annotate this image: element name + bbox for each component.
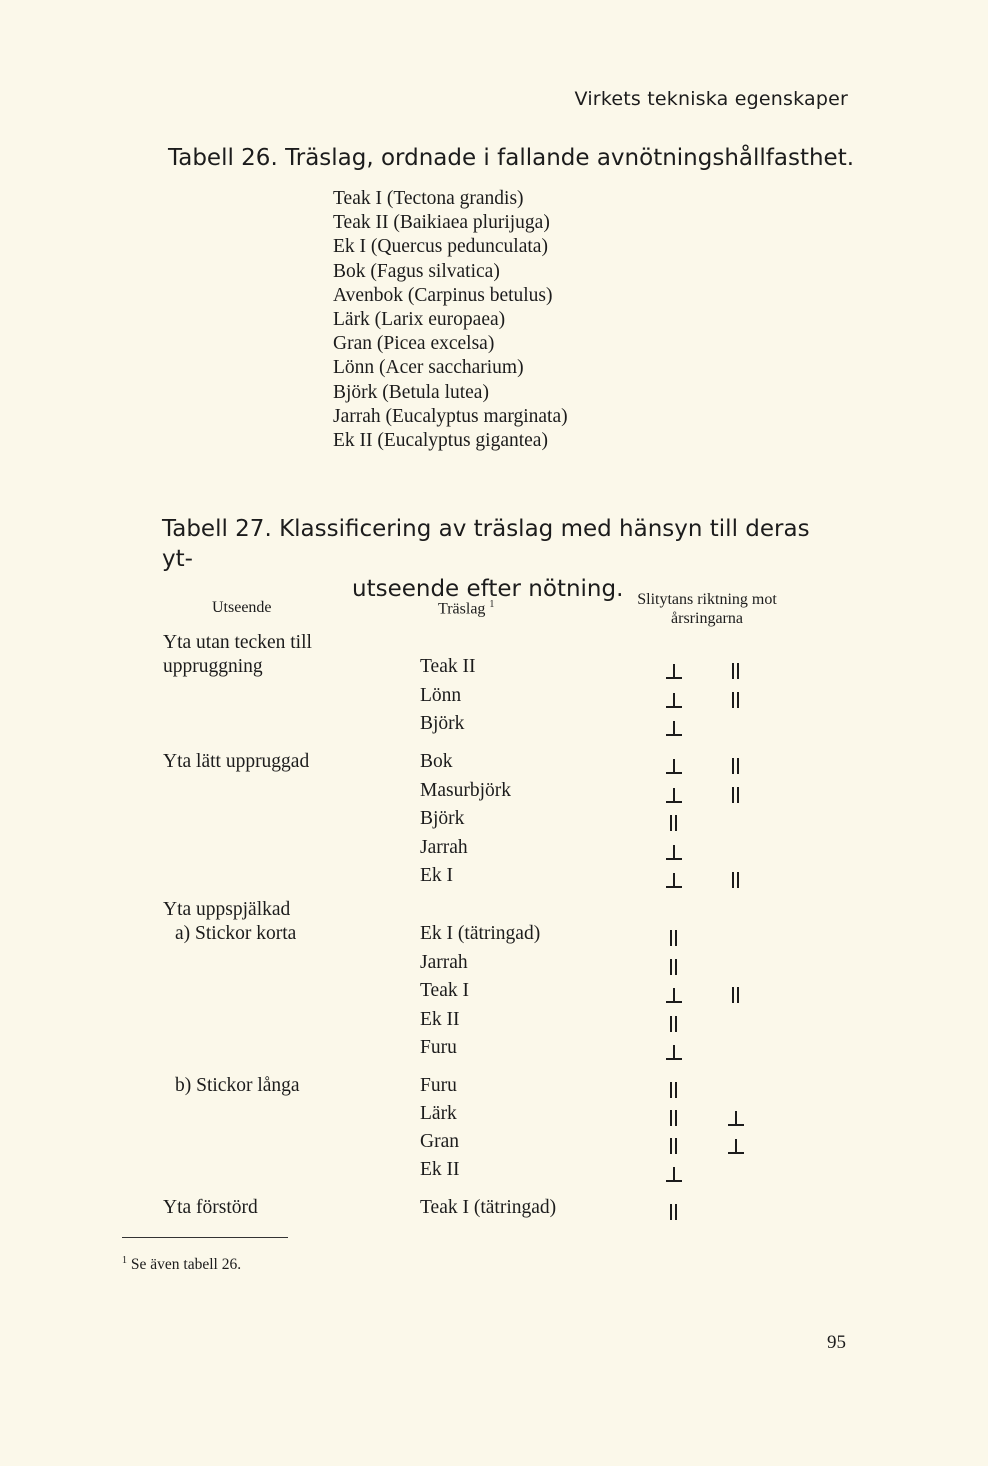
parallel-symbol (728, 689, 744, 711)
list-item: Ek I (Quercus pedunculata) (333, 236, 548, 258)
species-name: Björk (420, 713, 465, 734)
category-splinters-short: a) Stickor korta (175, 923, 297, 944)
column-header-traslag (438, 599, 494, 618)
perpendicular-symbol (728, 1107, 744, 1129)
perpendicular-symbol (666, 1041, 682, 1063)
list-item: Lärk (Larix europaea) (333, 309, 506, 331)
footnote-marker: 1 (489, 599, 495, 610)
perpendicular-symbol (666, 1163, 682, 1185)
parallel-symbol (728, 984, 744, 1006)
parallel-symbol (666, 927, 682, 949)
perpendicular-symbol (666, 717, 682, 739)
list-item: Lönn (Acer saccharium) (333, 357, 524, 379)
perpendicular-symbol (666, 660, 682, 682)
species-name: Masurbjörk (420, 780, 511, 801)
parallel-symbol (728, 755, 744, 777)
species-name: Teak I (tätringad) (420, 1197, 557, 1218)
parallel-symbol (666, 1201, 682, 1223)
perpendicular-symbol (666, 841, 682, 863)
parallel-symbol (666, 1079, 682, 1101)
footnote-marker: 1 (122, 1255, 127, 1266)
parallel-symbol (666, 956, 682, 978)
category-no-roughening-cont: uppruggning (163, 656, 263, 677)
list-item: Teak II (Baikiaea plurijuga) (333, 212, 550, 234)
species-name: Jarrah (420, 952, 468, 973)
perpendicular-symbol (666, 784, 682, 806)
list-item: Bok (Fagus silvatica) (333, 260, 500, 282)
table-26-caption: Tabell 26. Träslag, ordnade i fallande avnötningshållfasthet. (168, 145, 855, 171)
footnote (122, 1255, 241, 1274)
species-name: Björk (420, 808, 465, 829)
species-name: Teak II (420, 656, 476, 677)
page-number: 95 (827, 1332, 846, 1353)
category-splintered: Yta uppspjälkad (163, 899, 291, 920)
list-item: Gran (Picea excelsa) (333, 333, 495, 355)
species-name: Ek I (tätringad) (420, 923, 541, 944)
column-header-utseende: Utseende (212, 599, 272, 616)
list-item: Björk (Betula lutea) (333, 381, 489, 403)
species-name: Jarrah (420, 837, 468, 858)
parallel-symbol (666, 1013, 682, 1035)
species-name: Ek II (420, 1009, 460, 1030)
species-name: Lärk (420, 1103, 457, 1124)
table-27-caption-line-2: utseende efter nötning. (352, 576, 624, 602)
column-header-traslag-label: Träslag (438, 600, 486, 618)
parallel-symbol (728, 869, 744, 891)
parallel-symbol (666, 1135, 682, 1157)
species-name: Furu (420, 1037, 457, 1058)
parallel-symbol (666, 812, 682, 834)
species-name: Ek II (420, 1159, 460, 1180)
running-head: Virkets tekniska egenskaper (574, 88, 848, 110)
perpendicular-symbol (666, 689, 682, 711)
parallel-symbol (666, 1107, 682, 1129)
perpendicular-symbol (666, 984, 682, 1006)
species-name: Teak I (420, 980, 469, 1001)
parallel-symbol (728, 784, 744, 806)
species-name: Lönn (420, 685, 462, 706)
column-header-slitytans-line-1: Slitytans riktning mot (637, 591, 777, 608)
species-name: Furu (420, 1075, 457, 1096)
species-name: Bok (420, 751, 453, 772)
list-item: Jarrah (Eucalyptus marginata) (333, 405, 568, 427)
perpendicular-symbol (728, 1135, 744, 1157)
footnote-text: Se även tabell 26. (130, 1256, 242, 1274)
table-27-caption-line-1: Tabell 27. Klassificering av träslag med hänsyn till deras yt- (162, 516, 810, 572)
column-header-slitytans (598, 590, 816, 628)
category-destroyed: Yta förstörd (163, 1197, 258, 1218)
list-item: Teak I (Tectona grandis) (333, 188, 524, 209)
category-splinters-long: b) Stickor långa (175, 1075, 300, 1096)
list-item: Avenbok (Carpinus betulus) (333, 284, 553, 306)
perpendicular-symbol (666, 755, 682, 777)
parallel-symbol (728, 660, 744, 682)
category-slightly-roughened: Yta lätt uppruggad (163, 751, 310, 772)
footnote-rule (122, 1237, 288, 1238)
species-name: Gran (420, 1131, 459, 1152)
column-header-slitytans-line-2: årsringarna (671, 610, 743, 627)
species-name: Ek I (420, 865, 454, 886)
table-26-list (333, 187, 568, 453)
perpendicular-symbol (666, 869, 682, 891)
list-item: Ek II (Eucalyptus gigantea) (333, 430, 548, 452)
category-no-roughening: Yta utan tecken till (163, 632, 312, 653)
